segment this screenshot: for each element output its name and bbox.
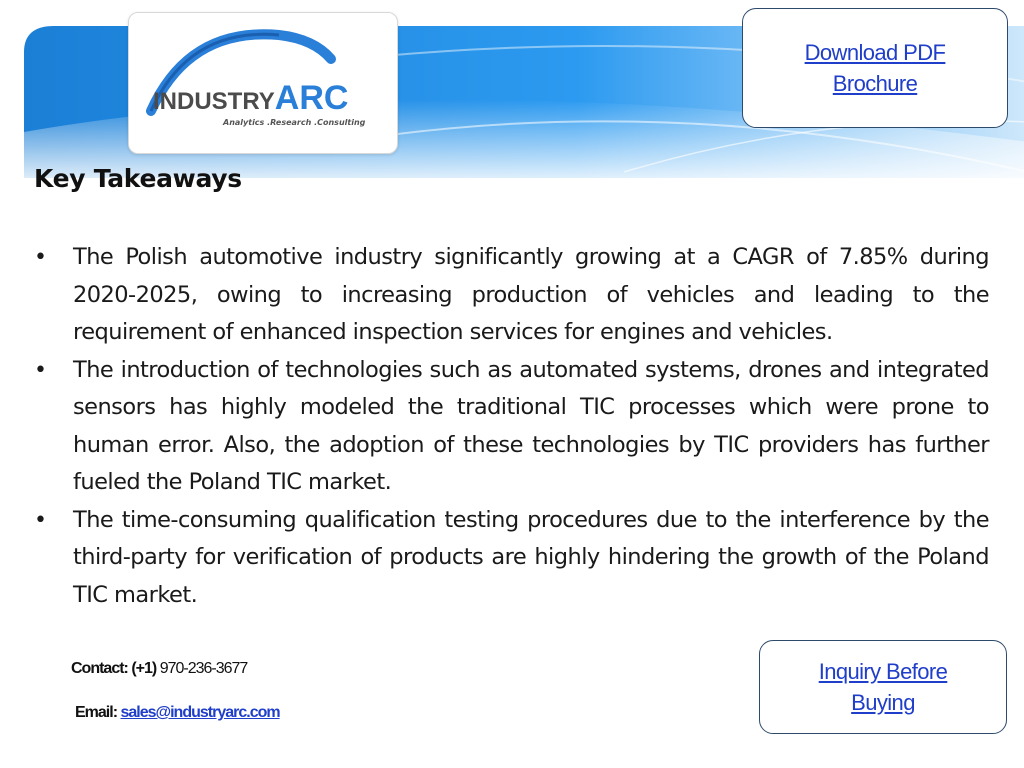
contact-label: Contact: (+1) [71, 660, 157, 677]
logo-tagline: Analytics .Research .Consulting [223, 118, 366, 127]
email-info [75, 704, 280, 722]
email-link[interactable]: sales@industryarc.com [120, 704, 280, 721]
inquiry-before-buying-button[interactable] [759, 640, 1007, 734]
list-item [34, 239, 989, 352]
page-title: Key Takeaways [34, 164, 242, 193]
contact-info [71, 660, 247, 678]
download-pdf-link[interactable]: Download PDF Brochure [804, 40, 946, 96]
email-label: Email: [75, 704, 118, 721]
logo-brand-left: INDUSTRY [153, 88, 275, 115]
list-item-text: The time-consuming qualification testing procedures due to the interference by the third-party for verification of products are highly hindering the growth of the Poland TIC market. [73, 506, 989, 608]
bullet-icon: • [34, 245, 47, 270]
bullet-icon: • [34, 507, 47, 533]
list-item [34, 352, 989, 502]
logo-wordmark [153, 79, 348, 118]
list-item-text: The Polish automotive industry significantly growing at a CAGR of 7.85% during 2020-2025, owing to increasing production of vehicles and leading to the requirement of enhanced inspection services for engines and vehicles. [73, 244, 989, 345]
company-logo [128, 12, 398, 154]
takeaways-list [34, 239, 989, 614]
list-item [34, 502, 989, 615]
download-pdf-button[interactable] [742, 8, 1008, 128]
inquiry-link[interactable]: Inquiry Before Buying [818, 659, 948, 715]
logo-brand-right: ARC [274, 79, 349, 117]
bullet-icon: • [34, 357, 47, 383]
contact-number: 970-236-3677 [159, 660, 248, 677]
list-item-text: The introduction of technologies such as automated systems, drones and integrated sensors has highly modeled the traditional TIC processes which were prone to human error. Also, the adoption of these technologies by TIC providers has further fueled the Poland TIC market. [73, 356, 989, 495]
